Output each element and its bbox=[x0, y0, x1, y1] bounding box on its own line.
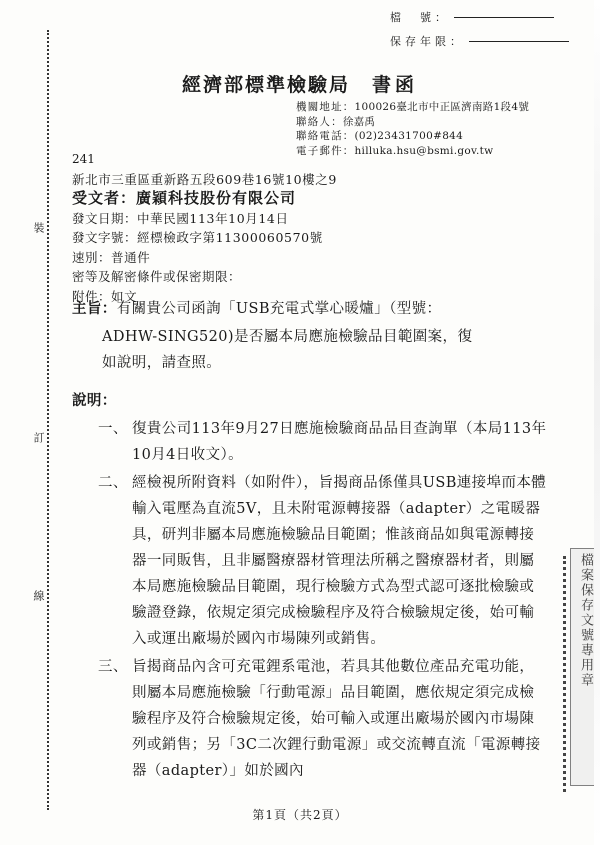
secrecy-row bbox=[72, 267, 337, 287]
issue-date-label: 發文日期： bbox=[72, 210, 138, 226]
subject-label: 主旨： bbox=[72, 300, 117, 317]
speed-value: 普通件 bbox=[111, 249, 151, 265]
agency-address-row bbox=[296, 100, 529, 115]
speed-row bbox=[72, 248, 337, 268]
agency-email-label: 電子郵件： bbox=[296, 144, 355, 157]
file-number-rule bbox=[454, 17, 554, 18]
page-footer: 第1頁（共2頁） bbox=[252, 808, 348, 822]
retention-row bbox=[390, 32, 569, 52]
explanation-item bbox=[72, 470, 548, 652]
agency-address-label: 機關地址： bbox=[296, 101, 355, 113]
header-fields bbox=[390, 8, 569, 56]
explanation-item-index: 二、 bbox=[98, 475, 128, 491]
binding-mark-ding: 訂 bbox=[32, 432, 45, 445]
retention-label: 保存年限： bbox=[390, 35, 465, 48]
page-title bbox=[0, 70, 600, 97]
explanation-item-text: 復貴公司113年9月27日應施檢驗商品品目查詢單（本局113年10月4日收文）。 bbox=[132, 421, 547, 463]
agency-phone-value: (02)23431700#844 bbox=[354, 130, 464, 142]
agency-address-value: 100026臺北市中正區濟南路1段4號 bbox=[354, 101, 530, 113]
agency-contact-label: 聯絡人： bbox=[296, 115, 343, 128]
postal-code: 241 bbox=[72, 152, 95, 166]
recipient-label: 受文者： bbox=[72, 189, 137, 207]
recipient-address: 新北市三重區重新路五段609巷16號10樓之9 bbox=[72, 171, 337, 187]
attachment-label: 附件： bbox=[72, 288, 112, 304]
recipient-row bbox=[72, 189, 337, 209]
binding-mark-zhuang: 裝 bbox=[32, 222, 45, 235]
secrecy-label: 密等及解密條件或保密期限： bbox=[72, 269, 242, 284]
recipient-name: 廣穎科技股份有限公司 bbox=[136, 189, 297, 207]
explanation-item-text: 經檢視所附資料（如附件），旨揭商品係僅具USB連接埠而本體輸入電壓為直流5V，且未附電源轉接器（adapter）之電暖器具，研判非屬本局應施檢驗品目範圍；惟該商品如與電源轉接器一同販售，且非屬醫療器材管理法所稱之醫療器材者，則屬本局應施檢驗品目範圍，現行檢驗方式為型式認可逐批檢驗或驗證登錄，依規定須完成檢驗程序及符合檢驗規定後，始可輸入或運出廠場於國內市場陳列或銷售。 bbox=[132, 475, 547, 647]
agency-phone-label: 聯絡電話： bbox=[296, 130, 355, 142]
binding-mark-xian: 線 bbox=[32, 590, 45, 603]
explanation-item bbox=[72, 654, 548, 784]
subject-section bbox=[72, 296, 548, 322]
subject-line-3: 如說明，請查照。 bbox=[102, 355, 222, 371]
explanation-item-index: 一、 bbox=[98, 421, 128, 437]
doc-number-label: 發文字號： bbox=[72, 230, 138, 245]
agency-phone-row bbox=[296, 129, 529, 144]
doc-number-row bbox=[72, 228, 337, 248]
document-kind: 書函 bbox=[372, 74, 419, 96]
file-number-label: 檔 號： bbox=[390, 11, 450, 24]
document-body bbox=[72, 296, 548, 784]
agency-contact-row bbox=[296, 115, 529, 130]
agency-contact-value: 徐嘉禹 bbox=[342, 115, 376, 128]
explanation-item-index: 三、 bbox=[98, 659, 128, 675]
doc-number-value: 經標檢政字第11300060570號 bbox=[137, 230, 323, 245]
retention-rule bbox=[469, 41, 569, 42]
subject-line-1: 有關貴公司函詢「USB充電式掌心暖爐」（型號： bbox=[116, 301, 442, 317]
explanation-item-text: 旨揭商品內含可充電鋰系電池，若具其他數位產品充電功能，則屬本局應施檢驗「行動電源」品目範圍，應依規定須完成檢驗程序及符合檢驗規定後，始可輸入或運出廠場於國內市場陳列或銷售；另「3C二次鋰行動電源」或交流轉直流「電源轉接器（adapter）」如於國內 bbox=[132, 659, 541, 779]
issue-date-value: 中華民國113年10月14日 bbox=[137, 210, 289, 226]
subject-line-2: ADHW-SING520)是否屬本局應施檢驗品目範圍案，復 bbox=[102, 329, 473, 345]
addressing-block bbox=[72, 150, 337, 306]
issue-date-row bbox=[72, 209, 337, 229]
speed-label: 速別： bbox=[72, 249, 112, 265]
issuing-agency-name: 經濟部標準檢驗局 bbox=[181, 74, 350, 96]
agency-email-value: hilluka.hsu@bsmi.gov.tw bbox=[354, 144, 494, 157]
archive-stamp: 檔案保存文號專用章 bbox=[570, 548, 596, 786]
attachment-value: 如文 bbox=[111, 288, 138, 304]
binding-dotted-line bbox=[47, 30, 49, 810]
file-number-row bbox=[390, 8, 569, 28]
explanation-item bbox=[72, 416, 548, 468]
explanation-label: 說明： bbox=[72, 392, 117, 409]
side-dotted-line bbox=[563, 556, 566, 792]
scan-edge-shadow bbox=[594, 0, 600, 845]
